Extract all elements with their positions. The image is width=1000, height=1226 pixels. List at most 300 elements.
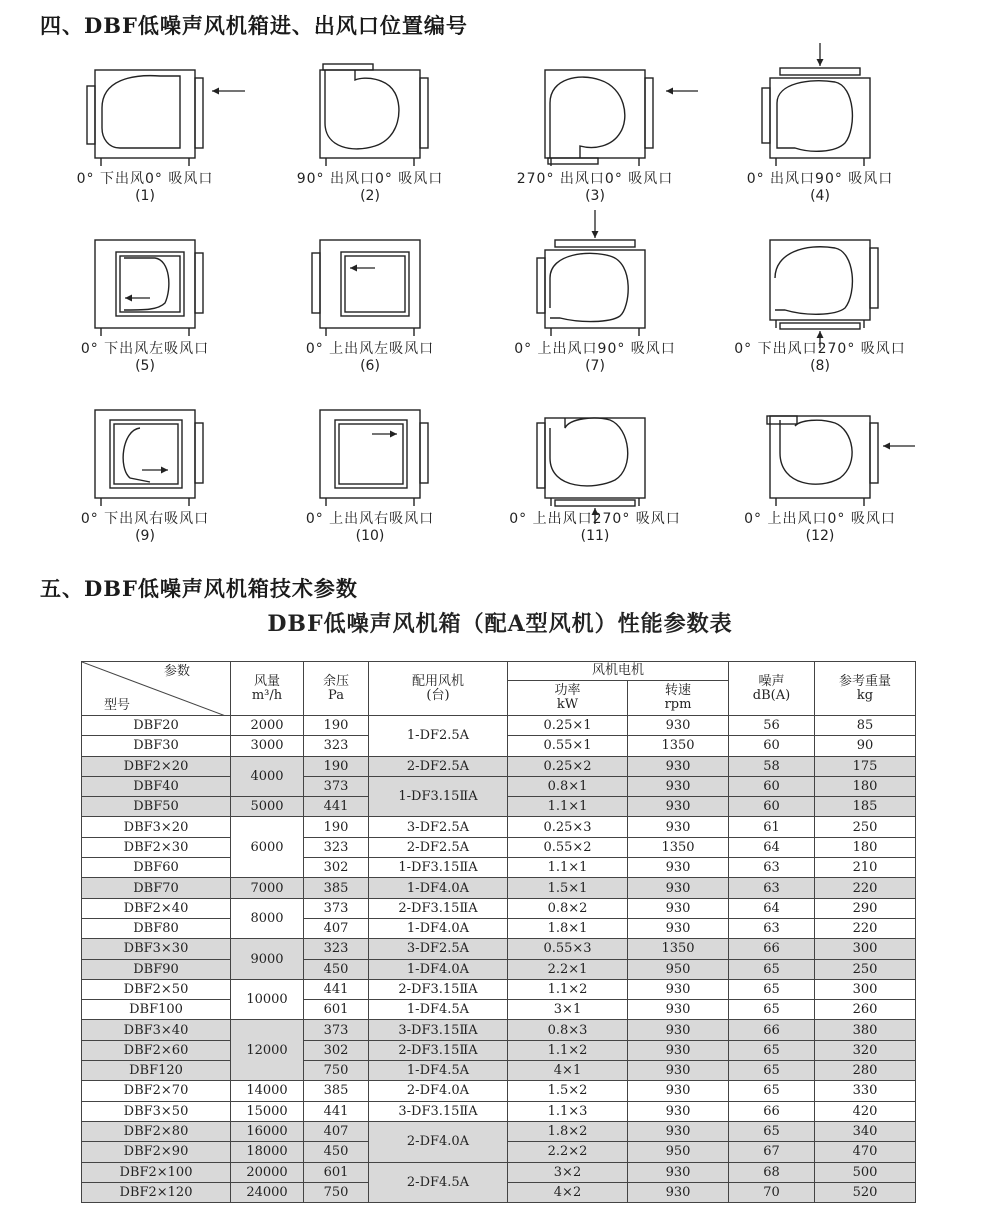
cell-fan: 3-DF2.5A	[369, 939, 508, 959]
flange	[195, 78, 203, 148]
diagram-drawing	[470, 228, 720, 343]
cell-fan: 1-DF3.15ⅡA	[369, 776, 508, 817]
cell-speed: 930	[628, 1040, 729, 1060]
cell-fan: 1-DF3.15ⅡA	[369, 858, 508, 878]
flange	[762, 88, 770, 143]
cell-noise: 65	[729, 1121, 815, 1141]
arrow-head	[817, 59, 824, 66]
cell-airflow: 15000	[231, 1101, 304, 1121]
cell-pressure: 750	[304, 1061, 369, 1081]
cell-airflow: 3000	[231, 736, 304, 756]
cell-weight: 340	[815, 1121, 916, 1141]
fan-scroll	[775, 247, 852, 315]
inner-frame	[116, 252, 184, 316]
cell-model: DBF2×60	[82, 1040, 231, 1060]
diagram-drawing	[245, 58, 495, 173]
cell-model: DBF2×120	[82, 1182, 231, 1202]
cell-speed: 930	[628, 1101, 729, 1121]
diagram-drawing	[20, 228, 270, 343]
header-weight: 参考重量 kg	[815, 662, 916, 716]
diagram-drawing	[695, 58, 945, 173]
cell-airflow: 5000	[231, 797, 304, 817]
cell-noise: 61	[729, 817, 815, 837]
diagram-number: (4)	[810, 188, 830, 204]
cell-weight: 175	[815, 756, 916, 776]
cell-airflow: 8000	[231, 898, 304, 939]
arrow-head	[817, 331, 824, 338]
diagram-drawing	[470, 58, 720, 173]
table-row	[82, 837, 916, 857]
cell-airflow: 6000	[231, 817, 304, 878]
cell-pressure: 407	[304, 918, 369, 938]
cell-noise: 66	[729, 1020, 815, 1040]
fan-scroll	[123, 428, 150, 482]
cell-power: 3×2	[508, 1162, 628, 1182]
cell-speed: 950	[628, 959, 729, 979]
cell-pressure: 323	[304, 736, 369, 756]
outlet-flange	[323, 64, 373, 70]
cell-noise: 63	[729, 918, 815, 938]
arrow-head	[592, 231, 599, 238]
cell-model: DBF40	[82, 776, 231, 796]
header-params: 参数	[163, 664, 190, 679]
arrow-head	[125, 295, 132, 302]
fan-scroll	[777, 81, 852, 152]
cell-noise: 65	[729, 1000, 815, 1020]
cell-power: 0.55×1	[508, 736, 628, 756]
diagram-caption: 0° 上出风左吸风口	[305, 341, 435, 357]
cell-speed: 930	[628, 797, 729, 817]
diagram-drawing	[245, 228, 495, 343]
cell-power: 0.25×3	[508, 817, 628, 837]
cell-pressure: 373	[304, 776, 369, 796]
cell-weight: 90	[815, 736, 916, 756]
section-5-title: 五、DBF低噪声风机箱技术参数	[40, 576, 358, 601]
table-row	[82, 918, 916, 938]
cell-weight: 220	[815, 918, 916, 938]
cell-power: 1.1×1	[508, 858, 628, 878]
box-outline	[320, 70, 420, 158]
flange	[420, 423, 428, 483]
diagram-6	[245, 228, 495, 408]
diagram-8	[695, 228, 945, 408]
cell-noise: 65	[729, 1040, 815, 1060]
section-4-title: 四、DBF低噪声风机箱进、出风口位置编号	[40, 13, 468, 38]
inlet-flange	[555, 240, 635, 247]
inner-frame	[110, 420, 182, 488]
cell-speed: 930	[628, 1182, 729, 1202]
cell-weight: 420	[815, 1101, 916, 1121]
cell-speed: 930	[628, 1000, 729, 1020]
diagram-number: (11)	[580, 528, 610, 544]
table-row	[82, 959, 916, 979]
cell-weight: 280	[815, 1061, 916, 1081]
cell-pressure: 750	[304, 1182, 369, 1202]
cell-pressure: 441	[304, 979, 369, 999]
diagram-drawing	[20, 398, 270, 513]
cell-model: DBF3×20	[82, 817, 231, 837]
cell-power: 1.8×2	[508, 1121, 628, 1141]
cell-noise: 65	[729, 1061, 815, 1081]
cell-weight: 260	[815, 1000, 916, 1020]
table-row	[82, 1000, 916, 1020]
cell-pressure: 385	[304, 878, 369, 898]
cell-model: DBF2×50	[82, 979, 231, 999]
cell-model: DBF2×70	[82, 1081, 231, 1101]
fan-scroll	[325, 70, 399, 149]
cell-pressure: 450	[304, 959, 369, 979]
diagram-caption: 0° 下出风0° 吸风口	[76, 171, 214, 187]
diagram-11	[470, 398, 720, 578]
box-outline	[770, 78, 870, 158]
arrow-head	[666, 88, 673, 95]
cell-airflow: 10000	[231, 979, 304, 1020]
cell-speed: 930	[628, 878, 729, 898]
arrow-head	[883, 443, 890, 450]
flange	[87, 86, 95, 144]
cell-weight: 500	[815, 1162, 916, 1182]
diagram-drawing	[470, 398, 720, 513]
cell-airflow: 16000	[231, 1121, 304, 1141]
cell-pressure: 323	[304, 939, 369, 959]
diagram-drawing	[695, 398, 945, 513]
inner-frame	[341, 252, 409, 316]
table-row	[82, 1061, 916, 1081]
cell-power: 3×1	[508, 1000, 628, 1020]
cell-fan: 1-DF4.0A	[369, 959, 508, 979]
table-row	[82, 939, 916, 959]
cell-speed: 930	[628, 776, 729, 796]
cell-noise: 65	[729, 979, 815, 999]
cell-model: DBF60	[82, 858, 231, 878]
cell-weight: 85	[815, 716, 916, 736]
header-motor: 风机电机	[508, 662, 729, 681]
flange	[312, 253, 320, 313]
cell-noise: 68	[729, 1162, 815, 1182]
flange	[195, 253, 203, 313]
cell-pressure: 441	[304, 1101, 369, 1121]
fan-scroll	[550, 418, 628, 486]
cell-noise: 70	[729, 1182, 815, 1202]
diagram-caption: 0° 下出风口270° 吸风口	[734, 341, 906, 357]
table-row	[82, 817, 916, 837]
cell-speed: 930	[628, 1081, 729, 1101]
cell-pressure: 373	[304, 898, 369, 918]
cell-model: DBF80	[82, 918, 231, 938]
cell-power: 1.1×3	[508, 1101, 628, 1121]
cell-fan: 2-DF3.15ⅡA	[369, 979, 508, 999]
arrow-head	[161, 467, 168, 474]
cell-power: 0.8×2	[508, 898, 628, 918]
cell-pressure: 450	[304, 1142, 369, 1162]
cell-noise: 64	[729, 898, 815, 918]
cell-noise: 60	[729, 797, 815, 817]
cell-speed: 1350	[628, 837, 729, 857]
diagram-10	[245, 398, 495, 578]
header-power: 功率 kW	[508, 681, 628, 716]
cell-pressure: 407	[304, 1121, 369, 1141]
header-fan: 配用风机 (台)	[369, 662, 508, 716]
cell-airflow: 2000	[231, 716, 304, 736]
arrow-head	[212, 88, 219, 95]
cell-noise: 63	[729, 858, 815, 878]
inlet-flange	[780, 68, 860, 75]
fan-scroll	[780, 420, 852, 484]
table-row	[82, 716, 916, 736]
diagram-number: (3)	[585, 188, 605, 204]
flange	[645, 78, 653, 148]
table-title: DBF低噪声风机箱（配A型风机）性能参数表	[267, 611, 733, 637]
arrow-head	[350, 265, 357, 272]
diagram-number: (9)	[135, 528, 155, 544]
cell-weight: 300	[815, 979, 916, 999]
diagram-caption: 270° 出风口0° 吸风口	[516, 171, 674, 187]
diagram-1	[20, 58, 270, 238]
diagram-7	[470, 228, 720, 408]
cell-fan: 1-DF4.0A	[369, 878, 508, 898]
cell-model: DBF3×40	[82, 1020, 231, 1040]
cell-noise: 66	[729, 1101, 815, 1121]
cell-pressure: 190	[304, 756, 369, 776]
cell-noise: 63	[729, 878, 815, 898]
table-row	[82, 1121, 916, 1141]
cell-weight: 300	[815, 939, 916, 959]
cell-fan: 2-DF4.5A	[369, 1162, 508, 1203]
cell-model: DBF2×20	[82, 756, 231, 776]
cell-fan: 1-DF4.5A	[369, 1000, 508, 1020]
cell-noise: 67	[729, 1142, 815, 1162]
diagram-drawing	[245, 398, 495, 513]
cell-model: DBF2×90	[82, 1142, 231, 1162]
cell-weight: 520	[815, 1182, 916, 1202]
cell-weight: 185	[815, 797, 916, 817]
cell-model: DBF3×30	[82, 939, 231, 959]
flange	[195, 423, 203, 483]
cell-noise: 65	[729, 1081, 815, 1101]
table-row	[82, 858, 916, 878]
cell-pressure: 302	[304, 1040, 369, 1060]
table-row	[82, 1081, 916, 1101]
performance-table	[81, 661, 916, 1203]
cell-power: 1.5×2	[508, 1081, 628, 1101]
cell-power: 0.8×1	[508, 776, 628, 796]
diagram-number: (8)	[810, 358, 830, 374]
cell-pressure: 373	[304, 1020, 369, 1040]
fan-scroll	[550, 253, 628, 321]
cell-model: DBF2×80	[82, 1121, 231, 1141]
cell-speed: 930	[628, 918, 729, 938]
box-outline	[545, 250, 645, 328]
header-speed: 转速 rpm	[628, 681, 729, 716]
cell-fan: 2-DF2.5A	[369, 756, 508, 776]
flange	[870, 423, 878, 483]
cell-power: 4×1	[508, 1061, 628, 1081]
cell-power: 1.5×1	[508, 878, 628, 898]
cell-power: 1.8×1	[508, 918, 628, 938]
diagram-number: (1)	[135, 188, 155, 204]
cell-speed: 930	[628, 817, 729, 837]
cell-fan: 3-DF3.15ⅡA	[369, 1020, 508, 1040]
diagram-4	[695, 58, 945, 238]
cell-weight: 290	[815, 898, 916, 918]
cell-airflow: 20000	[231, 1162, 304, 1182]
fan-scroll	[550, 77, 625, 158]
diagram-caption: 0° 上出风口0° 吸风口	[744, 511, 896, 527]
cell-weight: 220	[815, 878, 916, 898]
cell-airflow: 4000	[231, 756, 304, 797]
diagram-number: (5)	[135, 358, 155, 374]
cell-model: DBF20	[82, 716, 231, 736]
cell-model: DBF90	[82, 959, 231, 979]
cell-model: DBF2×100	[82, 1162, 231, 1182]
cell-pressure: 601	[304, 1162, 369, 1182]
inner-frame	[120, 256, 180, 312]
cell-power: 0.25×1	[508, 716, 628, 736]
cell-airflow: 24000	[231, 1182, 304, 1202]
diagram-12	[695, 398, 945, 578]
cell-model: DBF50	[82, 797, 231, 817]
flange	[537, 258, 545, 313]
outlet-flange	[548, 158, 598, 164]
cell-pressure: 323	[304, 837, 369, 857]
cell-model: DBF2×30	[82, 837, 231, 857]
cell-speed: 930	[628, 1121, 729, 1141]
cell-speed: 930	[628, 979, 729, 999]
diagram-2	[245, 58, 495, 238]
cell-noise: 64	[729, 837, 815, 857]
header-airflow: 风量 m³/h	[231, 662, 304, 716]
header-pressure: 余压 Pa	[304, 662, 369, 716]
cell-pressure: 385	[304, 1081, 369, 1101]
cell-power: 0.25×2	[508, 756, 628, 776]
flange	[870, 248, 878, 308]
arrow-head	[390, 431, 397, 438]
diagram-caption: 0° 出风口90° 吸风口	[746, 171, 894, 187]
cell-speed: 930	[628, 756, 729, 776]
cell-fan: 2-DF4.0A	[369, 1121, 508, 1162]
cell-noise: 56	[729, 716, 815, 736]
table-row	[82, 1162, 916, 1182]
cell-airflow: 7000	[231, 878, 304, 898]
cell-weight: 250	[815, 817, 916, 837]
cell-fan: 3-DF2.5A	[369, 817, 508, 837]
cell-pressure: 601	[304, 1000, 369, 1020]
diagram-caption: 0° 上出风口90° 吸风口	[514, 341, 676, 357]
diagram-number: (2)	[360, 188, 380, 204]
inlet-flange	[555, 500, 635, 506]
cell-speed: 950	[628, 1142, 729, 1162]
diagram-number: (6)	[360, 358, 380, 374]
fan-scroll	[124, 258, 169, 310]
diagram-number: (12)	[805, 528, 835, 544]
table-row	[82, 878, 916, 898]
cell-model: DBF30	[82, 736, 231, 756]
cell-fan: 2-DF2.5A	[369, 837, 508, 857]
cell-fan: 3-DF3.15ⅡA	[369, 1101, 508, 1121]
cell-noise: 58	[729, 756, 815, 776]
diagram-caption: 0° 下出风右吸风口	[80, 511, 210, 527]
cell-pressure: 190	[304, 716, 369, 736]
flange	[537, 423, 545, 488]
diagram-number: (10)	[355, 528, 385, 544]
table-row	[82, 979, 916, 999]
cell-speed: 1350	[628, 939, 729, 959]
cell-speed: 1350	[628, 736, 729, 756]
diagram-number: (7)	[585, 358, 605, 374]
cell-model: DBF120	[82, 1061, 231, 1081]
cell-fan: 1-DF2.5A	[369, 716, 508, 757]
cell-weight: 180	[815, 776, 916, 796]
cell-power: 0.55×2	[508, 837, 628, 857]
diagram-5	[20, 228, 270, 408]
cell-speed: 930	[628, 858, 729, 878]
inner-frame	[345, 256, 405, 312]
flange	[420, 78, 428, 148]
cell-power: 4×2	[508, 1182, 628, 1202]
inner-frame	[335, 420, 407, 488]
header-model: 型号	[104, 698, 131, 713]
cell-power: 0.8×3	[508, 1020, 628, 1040]
cell-power: 1.1×1	[508, 797, 628, 817]
cell-speed: 930	[628, 1020, 729, 1040]
cell-weight: 330	[815, 1081, 916, 1101]
cell-pressure: 302	[304, 858, 369, 878]
box-outline	[770, 240, 870, 320]
box-outline	[770, 416, 870, 498]
cell-speed: 930	[628, 716, 729, 736]
cell-model: DBF70	[82, 878, 231, 898]
diagram-drawing	[20, 58, 270, 173]
cell-weight: 380	[815, 1020, 916, 1040]
cell-noise: 66	[729, 939, 815, 959]
cell-power: 0.55×3	[508, 939, 628, 959]
header-param-model	[82, 662, 231, 716]
cell-pressure: 441	[304, 797, 369, 817]
cell-power: 1.1×2	[508, 1040, 628, 1060]
table-row	[82, 1020, 916, 1040]
diagram-caption: 0° 上出风右吸风口	[305, 511, 435, 527]
table-row	[82, 1101, 916, 1121]
cell-noise: 60	[729, 736, 815, 756]
cell-noise: 65	[729, 959, 815, 979]
cell-power: 2.2×2	[508, 1142, 628, 1162]
cell-fan: 1-DF4.5A	[369, 1061, 508, 1081]
cell-speed: 930	[628, 898, 729, 918]
cell-weight: 180	[815, 837, 916, 857]
cell-airflow: 14000	[231, 1081, 304, 1101]
cell-weight: 320	[815, 1040, 916, 1060]
cell-pressure: 190	[304, 817, 369, 837]
diagram-caption: 0° 下出风左吸风口	[80, 341, 210, 357]
cell-noise: 60	[729, 776, 815, 796]
inlet-flange	[780, 323, 860, 329]
diagram-caption: 0° 上出风口270° 吸风口	[509, 511, 681, 527]
cell-fan: 2-DF3.15ⅡA	[369, 1040, 508, 1060]
cell-speed: 930	[628, 1061, 729, 1081]
table-row	[82, 776, 916, 796]
cell-airflow: 18000	[231, 1142, 304, 1162]
header-noise: 噪声 dB(A)	[729, 662, 815, 716]
cell-weight: 470	[815, 1142, 916, 1162]
fan-scroll	[102, 76, 180, 148]
cell-model: DBF100	[82, 1000, 231, 1020]
cell-model: DBF3×50	[82, 1101, 231, 1121]
table-row	[82, 1040, 916, 1060]
cell-speed: 930	[628, 1162, 729, 1182]
outlet-flange	[767, 416, 797, 424]
cell-fan: 2-DF3.15ⅡA	[369, 898, 508, 918]
cell-fan: 1-DF4.0A	[369, 918, 508, 938]
